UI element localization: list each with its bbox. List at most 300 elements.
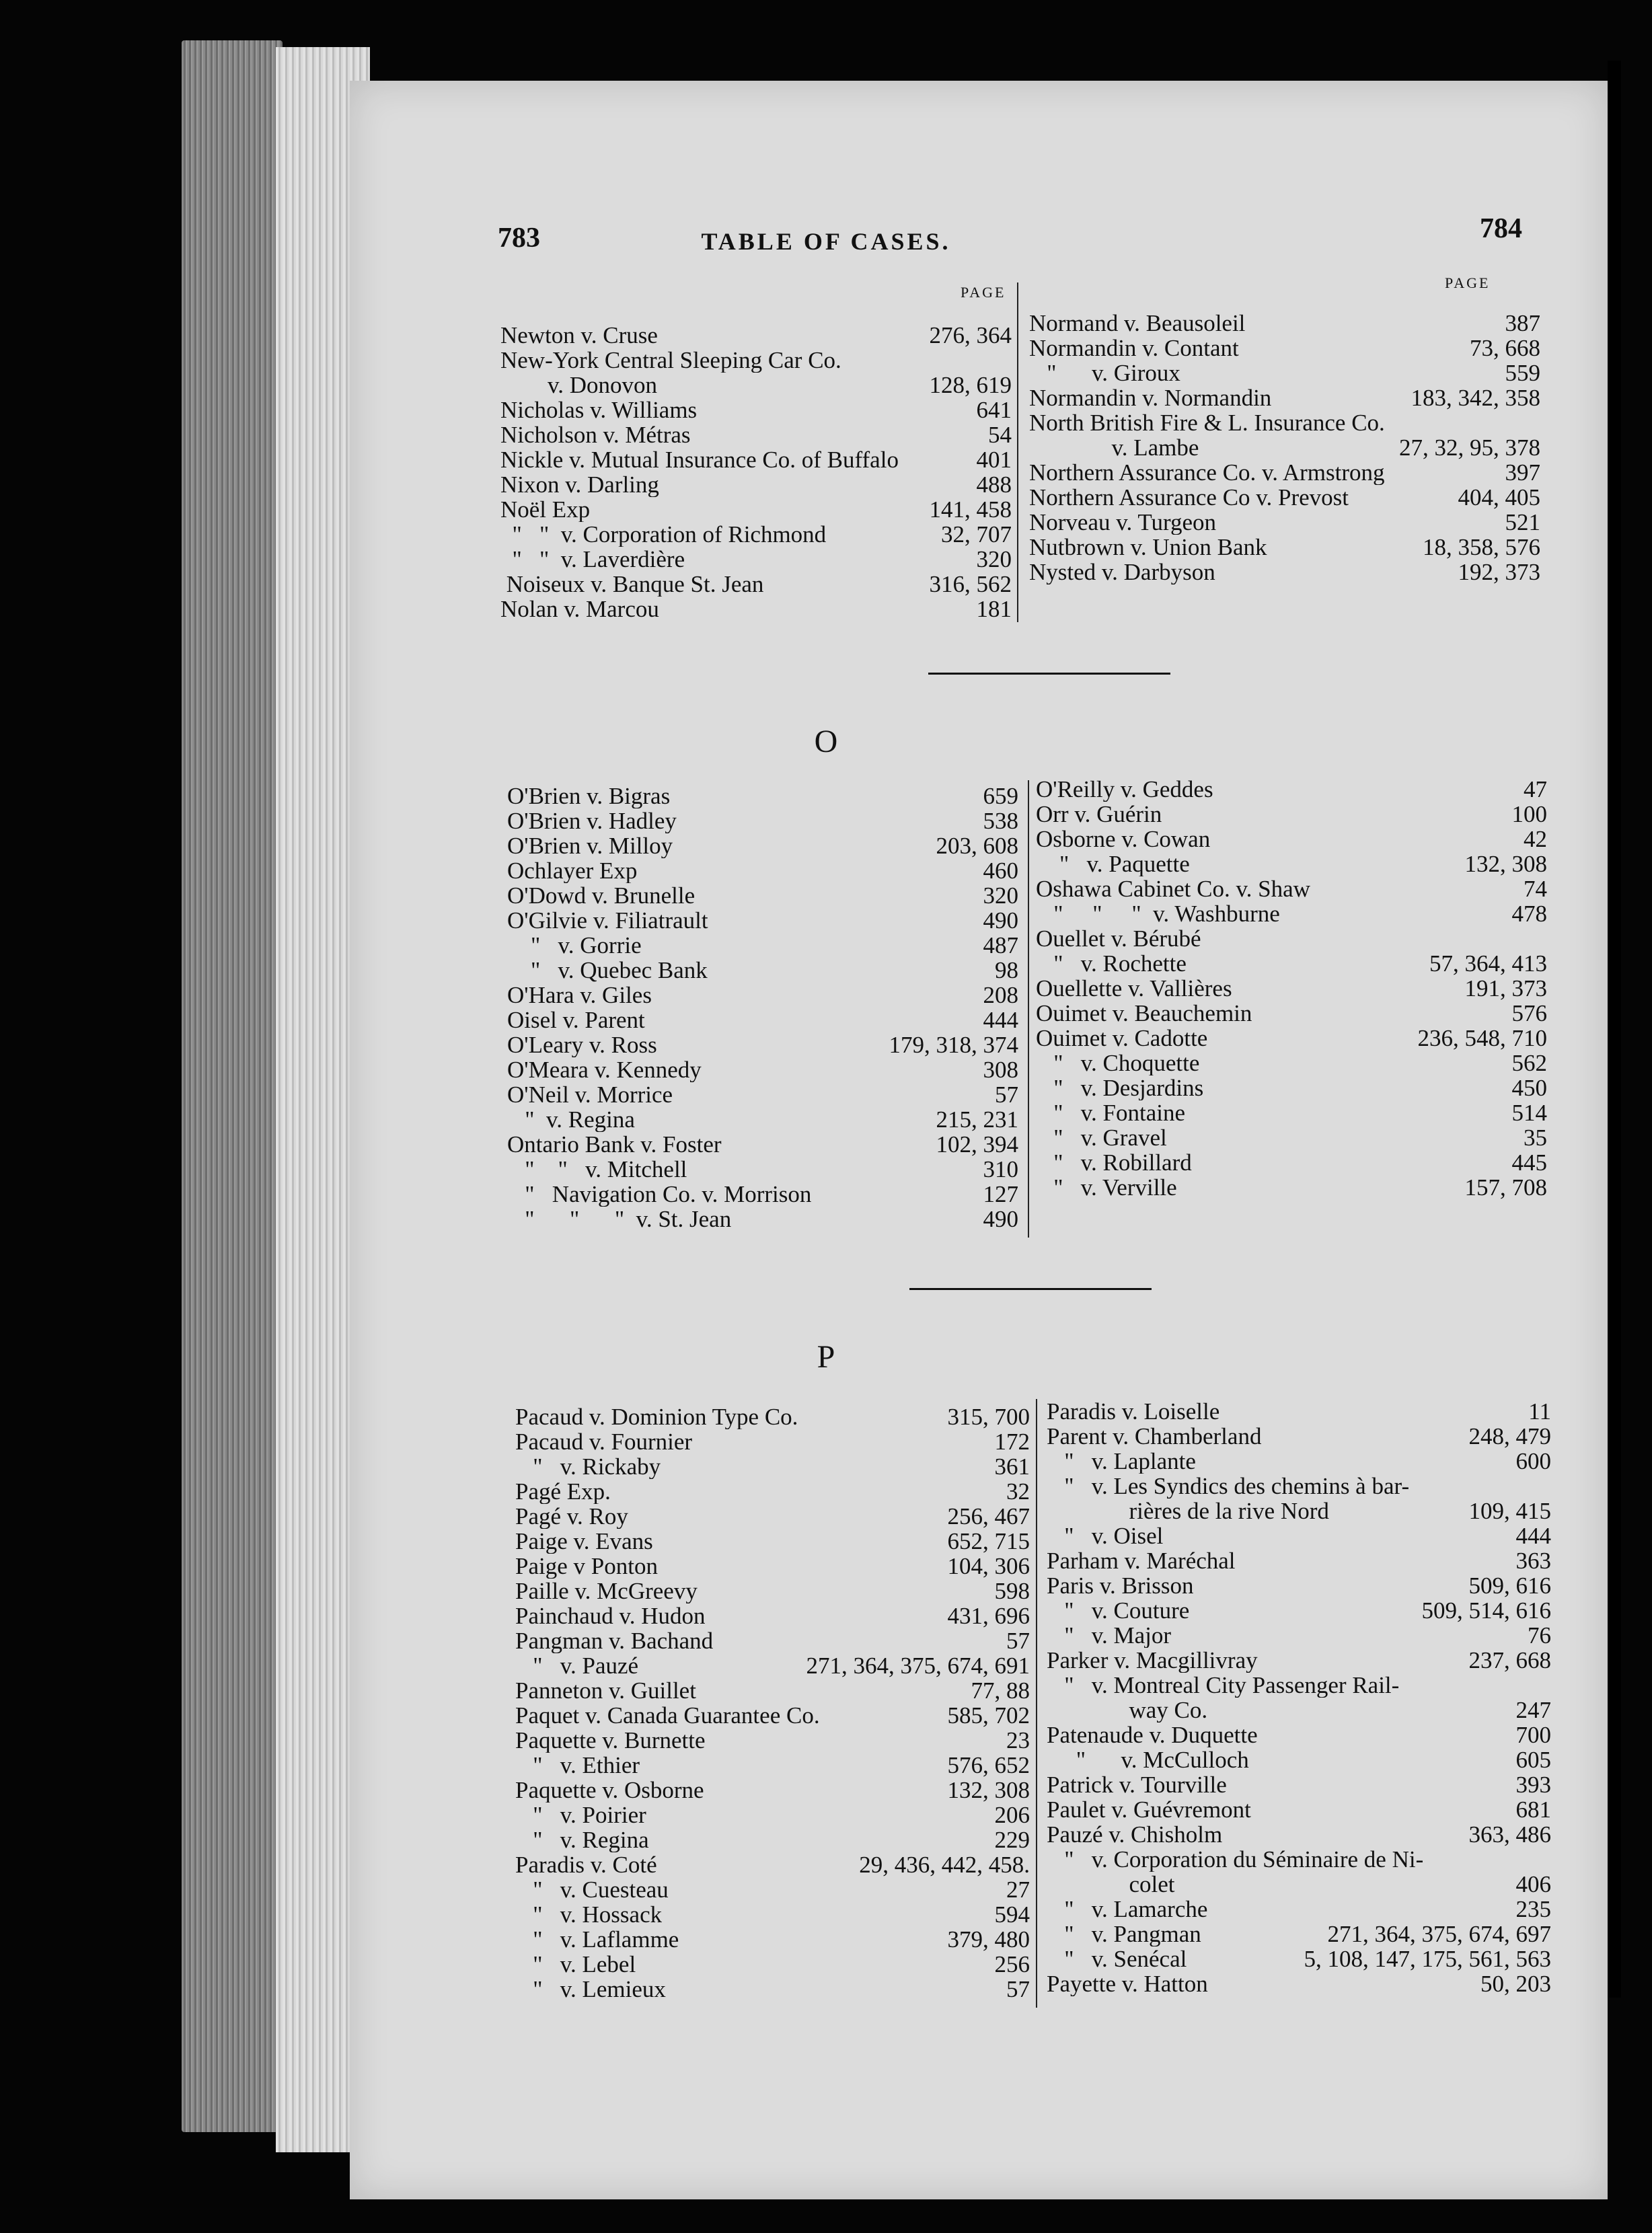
case-pages: 276, 364: [929, 322, 1012, 348]
case-entry: [507, 883, 1018, 908]
case-entry: [1029, 510, 1540, 535]
case-pages: 585, 702: [947, 1702, 1030, 1729]
case-entry: [507, 1157, 1018, 1182]
case-name: " v. McCulloch: [1047, 1747, 1249, 1772]
case-entry: [1036, 777, 1547, 802]
case-pages: 397: [1505, 459, 1540, 486]
case-name: " Navigation Co. v. Morrison: [507, 1182, 812, 1207]
case-pages: 576, 652: [947, 1752, 1030, 1778]
case-pages: 393: [1515, 1772, 1551, 1798]
case-entry: [500, 447, 1012, 472]
case-pages: [1006, 348, 1012, 373]
case-entry: [1047, 1673, 1551, 1698]
case-name: Pauzé v. Chisholm: [1047, 1822, 1223, 1847]
case-pages: 109, 415: [1468, 1498, 1551, 1524]
case-entry: [507, 1132, 1018, 1157]
case-pages: [1542, 926, 1547, 951]
case-entry: [1047, 1797, 1551, 1822]
case-entry: [1047, 1971, 1551, 1996]
case-name: " v. Quebec Bank: [507, 958, 708, 983]
case-entry: [507, 784, 1018, 808]
case-pages: 488: [976, 471, 1012, 498]
case-entry: [1047, 1623, 1551, 1648]
section-letter-p: P: [817, 1339, 835, 1375]
case-entry: [507, 1107, 1018, 1132]
case-pages: 29, 436, 442, 458.: [859, 1852, 1030, 1878]
case-name: " " " v. St. Jean: [507, 1207, 732, 1232]
case-name: " v. Oisel: [1047, 1523, 1164, 1548]
case-name: Pangman v. Bachand: [515, 1628, 714, 1653]
case-entry: [1029, 311, 1540, 336]
case-name: New-York Central Sleeping Car Co.: [500, 348, 841, 373]
case-entry: [515, 1902, 1030, 1927]
index-column-left: [500, 323, 1012, 621]
index-column-right: [1036, 777, 1547, 1200]
case-entry: [500, 522, 1012, 547]
case-pages: 315, 700: [947, 1404, 1030, 1430]
case-pages: 23: [1006, 1727, 1030, 1753]
case-name: " v. Desjardins: [1036, 1075, 1204, 1100]
case-pages: 74: [1524, 876, 1547, 902]
case-pages: 179, 318, 374: [889, 1032, 1018, 1058]
case-pages: 127: [983, 1181, 1018, 1207]
case-name: colet: [1047, 1872, 1175, 1897]
case-name: Paquette v. Burnette: [515, 1728, 706, 1753]
case-entry: [515, 1579, 1030, 1603]
case-entry: [515, 1529, 1030, 1554]
case-name: Nixon v. Darling: [500, 472, 659, 497]
case-pages: 387: [1505, 310, 1540, 336]
case-name: Normandin v. Normandin: [1029, 385, 1272, 410]
case-pages: 363: [1515, 1548, 1551, 1574]
case-name: Paradis v. Coté: [515, 1852, 657, 1877]
case-pages: 73, 668: [1470, 335, 1540, 361]
case-pages: 490: [983, 907, 1018, 934]
case-name: Pacaud v. Dominion Type Co.: [515, 1404, 798, 1429]
case-name: " v. Rochette: [1036, 951, 1187, 976]
case-entry: [515, 1678, 1030, 1703]
case-entry: [500, 572, 1012, 597]
case-pages: 641: [976, 397, 1012, 423]
case-name: Paille v. McGreevy: [515, 1579, 698, 1603]
case-entry: [507, 1182, 1018, 1207]
case-name: O'Neil v. Morrice: [507, 1082, 673, 1107]
case-pages: 431, 696: [947, 1603, 1030, 1629]
case-name: " v. Gorrie: [507, 933, 642, 958]
case-name: O'Brien v. Milloy: [507, 833, 673, 858]
case-name: " v. Choquette: [1036, 1051, 1200, 1075]
case-pages: [1535, 410, 1540, 435]
case-pages: 57, 364, 413: [1429, 950, 1547, 977]
case-pages: 271, 364, 375, 674, 697: [1327, 1921, 1551, 1947]
case-entry: [1029, 435, 1540, 460]
case-entry: [515, 1429, 1030, 1454]
case-pages: 490: [983, 1206, 1018, 1232]
case-name: " v. Lamarche: [1047, 1897, 1208, 1922]
page-column-label-left: PAGE: [961, 284, 1006, 301]
case-pages: 235: [1515, 1896, 1551, 1922]
section-letter-o: O: [814, 724, 838, 759]
book-spine: [182, 40, 283, 2132]
case-entry: [507, 933, 1018, 958]
case-name: Pagé Exp.: [515, 1479, 611, 1504]
case-name: " v. Giroux: [1029, 361, 1180, 385]
column-divider: [1028, 780, 1029, 1238]
case-name: North British Fire & L. Insurance Co.: [1029, 410, 1385, 435]
case-pages: 514: [1511, 1100, 1547, 1126]
case-name: Nysted v. Darbyson: [1029, 560, 1215, 584]
case-pages: 700: [1515, 1722, 1551, 1748]
case-name: O'Brien v. Bigras: [507, 784, 671, 808]
case-name: Panneton v. Guillet: [515, 1678, 696, 1703]
case-pages: 215, 231: [936, 1106, 1018, 1133]
case-name: " v. Major: [1047, 1623, 1172, 1648]
case-name: Paige v Ponton: [515, 1554, 658, 1579]
case-entry: [515, 1977, 1030, 2002]
case-entry: [1047, 1523, 1551, 1548]
case-name: O'Hara v. Giles: [507, 983, 652, 1008]
case-entry: [1036, 976, 1547, 1001]
case-pages: 361: [994, 1453, 1030, 1480]
case-entry: [515, 1753, 1030, 1778]
case-pages: 27: [1006, 1877, 1030, 1903]
case-name: Paquet v. Canada Guarantee Co.: [515, 1703, 820, 1728]
case-pages: 320: [976, 546, 1012, 572]
case-pages: 18, 358, 576: [1423, 534, 1540, 560]
case-pages: 50, 203: [1480, 1971, 1551, 1997]
case-name: rières de la rive Nord: [1047, 1499, 1329, 1523]
case-entry: [500, 472, 1012, 497]
case-pages: 478: [1511, 901, 1547, 927]
case-pages: [1546, 1847, 1551, 1872]
case-name: " v. Fontaine: [1036, 1100, 1185, 1125]
page-title: TABLE OF CASES.: [701, 228, 951, 255]
right-page-number: 784: [1480, 213, 1522, 244]
case-entry: [1036, 1051, 1547, 1075]
case-entry: [1036, 1001, 1547, 1026]
case-pages: 248, 479: [1468, 1423, 1551, 1449]
column-divider: [1036, 1399, 1037, 2008]
case-name: " v. Rickaby: [515, 1454, 661, 1479]
case-name: Painchaud v. Hudon: [515, 1603, 706, 1628]
case-pages: 104, 306: [947, 1553, 1030, 1579]
case-name: Ouimet v. Cadotte: [1036, 1026, 1208, 1051]
case-pages: 57: [1006, 1628, 1030, 1654]
case-name: Paradis v. Loiselle: [1047, 1399, 1220, 1424]
case-entry: [500, 348, 1012, 373]
case-pages: 509, 616: [1468, 1573, 1551, 1599]
case-pages: 271, 364, 375, 674, 691: [806, 1653, 1030, 1679]
case-pages: 310: [983, 1156, 1018, 1182]
case-entry: [1029, 485, 1540, 510]
case-entry: [507, 958, 1018, 983]
case-name: Ouimet v. Beauchemin: [1036, 1001, 1252, 1026]
case-pages: 172: [994, 1429, 1030, 1455]
case-entry: [1047, 1946, 1551, 1971]
case-pages: 247: [1515, 1697, 1551, 1723]
case-name: Ouellette v. Vallières: [1036, 976, 1232, 1001]
case-entry: [515, 1404, 1030, 1429]
index-column-left: [515, 1404, 1030, 2002]
case-name: " v. Lebel: [515, 1952, 636, 1977]
case-name: " " v. Mitchell: [507, 1157, 687, 1182]
case-pages: 132, 308: [1464, 851, 1547, 877]
case-name: O'Leary v. Ross: [507, 1032, 657, 1057]
case-name: " v. Pangman: [1047, 1922, 1201, 1946]
case-pages: 681: [1515, 1796, 1551, 1823]
case-name: Ochlayer Exp: [507, 858, 638, 883]
case-pages: 11: [1528, 1398, 1551, 1425]
case-name: O'Meara v. Kennedy: [507, 1057, 702, 1082]
case-entry: [500, 547, 1012, 572]
case-name: Normandin v. Contant: [1029, 336, 1239, 361]
case-pages: 54: [988, 422, 1012, 448]
case-name: " v. Montreal City Passenger Rail-: [1047, 1673, 1400, 1698]
case-entry: [515, 1504, 1030, 1529]
case-name: Pacaud v. Fournier: [515, 1429, 693, 1454]
case-pages: 77, 88: [971, 1677, 1030, 1704]
case-name: Orr v. Guérin: [1036, 802, 1162, 827]
case-pages: 128, 619: [929, 372, 1012, 398]
case-pages: 559: [1505, 360, 1540, 386]
case-pages: 652, 715: [947, 1528, 1030, 1554]
case-pages: 445: [1511, 1149, 1547, 1176]
case-entry: [507, 833, 1018, 858]
scan-border: [1608, 61, 1621, 1998]
case-entry: [507, 1057, 1018, 1082]
case-pages: 521: [1505, 509, 1540, 535]
case-pages: 594: [994, 1901, 1030, 1928]
case-pages: 379, 480: [947, 1926, 1030, 1953]
case-name: Osborne v. Cowan: [1036, 827, 1211, 851]
case-entry: [1036, 802, 1547, 827]
case-name: " v. Verville: [1036, 1175, 1177, 1200]
case-pages: [1546, 1673, 1551, 1698]
case-name: " v. Couture: [1047, 1598, 1190, 1623]
case-pages: 47: [1524, 776, 1547, 802]
case-name: O'Gilvie v. Filiatrault: [507, 908, 708, 933]
case-name: Northern Assurance Co v. Prevost: [1029, 485, 1349, 510]
case-entry: [515, 1653, 1030, 1678]
case-entry: [1036, 1100, 1547, 1125]
index-column-left: [507, 784, 1018, 1232]
case-name: O'Brien v. Hadley: [507, 808, 677, 833]
case-pages: 401: [976, 447, 1012, 473]
case-pages: 98: [995, 957, 1018, 983]
case-entry: [515, 1778, 1030, 1803]
case-pages: 32, 707: [941, 521, 1012, 547]
case-pages: 27, 32, 95, 378: [1399, 434, 1540, 461]
case-pages: 208: [983, 982, 1018, 1008]
case-pages: 320: [983, 882, 1018, 909]
case-name: Nicholson v. Métras: [500, 422, 691, 447]
case-entry: [515, 1703, 1030, 1728]
case-name: " v. Regina: [515, 1827, 649, 1852]
case-name: Ouellet v. Bérubé: [1036, 926, 1201, 951]
case-entry: [1047, 1872, 1551, 1897]
case-name: v. Lambe: [1029, 435, 1199, 460]
case-entry: [507, 1032, 1018, 1057]
case-name: Payette v. Hatton: [1047, 1971, 1208, 1996]
case-name: Oshawa Cabinet Co. v. Shaw: [1036, 876, 1310, 901]
case-entry: [1047, 1548, 1551, 1573]
case-entry: [1036, 1026, 1547, 1051]
case-entry: [1036, 1175, 1547, 1200]
case-pages: [1546, 1474, 1551, 1499]
case-name: Paris v. Brisson: [1047, 1573, 1194, 1598]
case-name: Noël Exp: [500, 497, 591, 522]
case-entry: [515, 1852, 1030, 1877]
case-entry: [1029, 535, 1540, 560]
case-pages: 444: [1515, 1523, 1551, 1549]
case-entry: [1029, 385, 1540, 410]
case-name: " v. Cuesteau: [515, 1877, 669, 1902]
case-entry: [507, 908, 1018, 933]
case-entry: [1047, 1648, 1551, 1673]
case-name: v. Donovon: [500, 373, 658, 398]
case-name: " " v. Laverdière: [500, 547, 685, 572]
case-name: Patenaude v. Duquette: [1047, 1723, 1258, 1747]
case-name: " v. Senécal: [1047, 1946, 1187, 1971]
case-name: " v. Corporation du Séminaire de Ni-: [1047, 1847, 1424, 1872]
case-pages: 598: [994, 1578, 1030, 1604]
case-name: Paquette v. Osborne: [515, 1778, 704, 1803]
case-pages: 509, 514, 616: [1421, 1597, 1551, 1624]
case-pages: 450: [1511, 1075, 1547, 1101]
case-entry: [515, 1728, 1030, 1753]
case-name: Pagé v. Roy: [515, 1504, 628, 1529]
case-name: way Co.: [1047, 1698, 1208, 1723]
case-name: Norveau v. Turgeon: [1029, 510, 1217, 535]
case-name: Ontario Bank v. Foster: [507, 1132, 722, 1157]
case-entry: [1047, 1747, 1551, 1772]
case-pages: 256, 467: [947, 1503, 1030, 1529]
case-entry: [1047, 1499, 1551, 1523]
case-entry: [1036, 901, 1547, 926]
case-entry: [1029, 560, 1540, 584]
case-entry: [500, 323, 1012, 348]
case-pages: 32: [1006, 1478, 1030, 1505]
case-entry: [500, 398, 1012, 422]
case-name: " v. Paquette: [1036, 851, 1190, 876]
case-pages: 308: [983, 1057, 1018, 1083]
case-pages: 100: [1511, 801, 1547, 827]
case-name: Parent v. Chamberland: [1047, 1424, 1262, 1449]
case-pages: 57: [995, 1082, 1018, 1108]
case-pages: 191, 373: [1464, 975, 1547, 1001]
case-name: Paulet v. Guévremont: [1047, 1797, 1251, 1822]
case-entry: [500, 497, 1012, 522]
case-name: Nicholas v. Williams: [500, 398, 698, 422]
case-pages: 229: [994, 1827, 1030, 1853]
case-name: " v. Robillard: [1036, 1150, 1192, 1175]
case-pages: 576: [1511, 1000, 1547, 1026]
case-entry: [1036, 926, 1547, 951]
case-name: " v. Lemieux: [515, 1977, 666, 2002]
case-pages: 5, 108, 147, 175, 561, 563: [1304, 1946, 1551, 1972]
case-name: " v. Laplante: [1047, 1449, 1196, 1474]
case-entry: [1036, 951, 1547, 976]
case-name: Parham v. Maréchal: [1047, 1548, 1236, 1573]
case-name: Parker v. Macgillivray: [1047, 1648, 1258, 1673]
case-name: Newton v. Cruse: [500, 323, 658, 348]
case-name: Oisel v. Parent: [507, 1008, 645, 1032]
case-name: Nutbrown v. Union Bank: [1029, 535, 1267, 560]
case-pages: 237, 668: [1468, 1647, 1551, 1673]
case-pages: 444: [983, 1007, 1018, 1033]
case-entry: [1036, 851, 1547, 876]
case-entry: [515, 1927, 1030, 1952]
case-name: Paige v. Evans: [515, 1529, 653, 1554]
page-column-label-right: PAGE: [1445, 274, 1491, 291]
case-entry: [1047, 1573, 1551, 1598]
case-pages: 460: [983, 858, 1018, 884]
case-entry: [500, 422, 1012, 447]
case-entry: [515, 1454, 1030, 1479]
case-pages: 487: [983, 932, 1018, 958]
case-name: Noiseux v. Banque St. Jean: [500, 572, 764, 597]
section-separator: [909, 1288, 1152, 1290]
case-pages: 600: [1515, 1448, 1551, 1474]
case-entry: [1029, 460, 1540, 485]
case-entry: [507, 808, 1018, 833]
case-entry: [1047, 1399, 1551, 1424]
case-entry: [507, 1008, 1018, 1032]
case-pages: 141, 458: [929, 496, 1012, 523]
case-name: Patrick v. Tourville: [1047, 1772, 1227, 1797]
case-entry: [507, 1207, 1018, 1232]
case-entry: [1047, 1922, 1551, 1946]
case-pages: 102, 394: [936, 1131, 1018, 1158]
case-entry: [1047, 1772, 1551, 1797]
case-entry: [500, 597, 1012, 621]
case-entry: [507, 858, 1018, 883]
case-pages: 562: [1511, 1050, 1547, 1076]
case-pages: 659: [983, 783, 1018, 809]
case-pages: 404, 405: [1458, 484, 1540, 510]
case-name: " v. Regina: [507, 1107, 635, 1132]
index-column-right: [1029, 311, 1540, 584]
case-name: Normand v. Beausoleil: [1029, 311, 1246, 336]
case-entry: [515, 1952, 1030, 1977]
case-entry: [1047, 1449, 1551, 1474]
case-name: O'Reilly v. Geddes: [1036, 777, 1213, 802]
case-pages: 406: [1515, 1871, 1551, 1897]
case-pages: 57: [1006, 1976, 1030, 2002]
case-entry: [1047, 1723, 1551, 1747]
case-pages: 192, 373: [1458, 559, 1540, 585]
case-name: Nolan v. Marcou: [500, 597, 659, 621]
case-pages: 42: [1524, 826, 1547, 852]
case-entry: [1047, 1822, 1551, 1847]
case-entry: [1036, 1150, 1547, 1175]
case-entry: [515, 1479, 1030, 1504]
case-entry: [1036, 1075, 1547, 1100]
case-entry: [507, 983, 1018, 1008]
case-entry: [1047, 1598, 1551, 1623]
case-entry: [507, 1082, 1018, 1107]
case-entry: [1036, 876, 1547, 901]
case-pages: 236, 548, 710: [1417, 1025, 1547, 1051]
column-divider: [1017, 282, 1018, 622]
case-pages: 206: [994, 1802, 1030, 1828]
case-pages: 316, 562: [929, 571, 1012, 597]
case-entry: [500, 373, 1012, 398]
case-name: O'Dowd v. Brunelle: [507, 883, 696, 908]
case-pages: 35: [1524, 1125, 1547, 1151]
case-pages: 256: [994, 1951, 1030, 1977]
case-pages: 538: [983, 808, 1018, 834]
